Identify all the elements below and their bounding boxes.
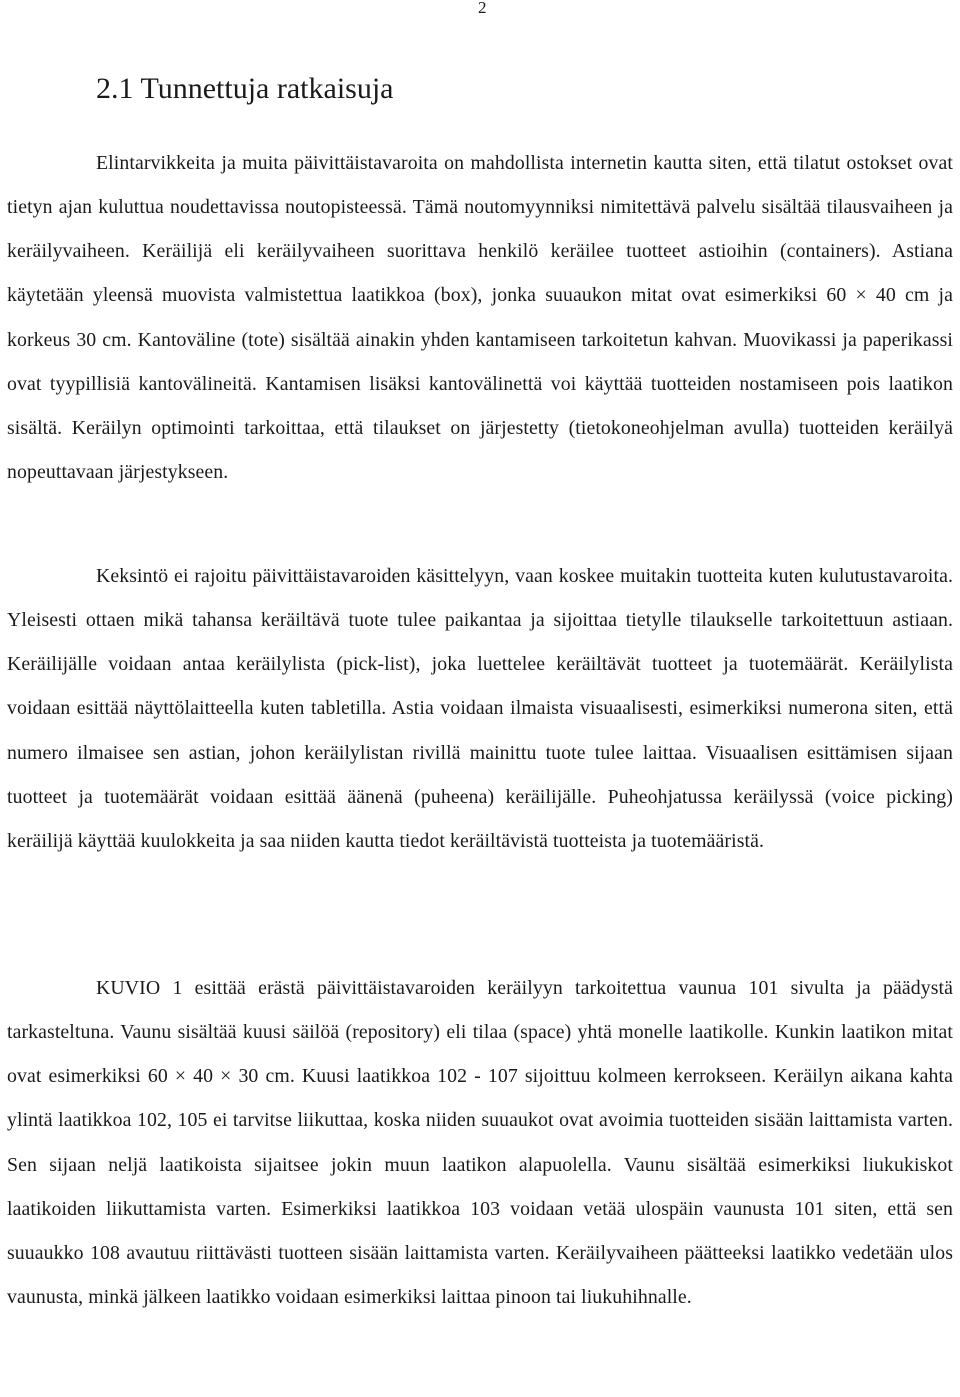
section-heading: 2.1 Tunnettuja ratkaisuja — [96, 72, 394, 105]
page-number: 2 — [478, 0, 487, 17]
body-paragraph-2: Keksintö ei rajoitu päivittäistavaroiden käsittelyyn, vaan koskee muitakin tuotteita kuten kulutustavaroita. Yleisesti ottaen mikä tahansa keräiltävä tuote tulee paikantaa ja sijoittaa tietylle tilaukselle tarkoitettuun astiaan. Keräilijälle voidaan antaa keräilylista (pick-list), joka luettelee keräiltävät tuotteet ja tuotemäärät. Keräilylista voidaan esittää näyttölaitteella kuten tabletilla. Astia voidaan ilmaista visuaalisesti, esimerkiksi numerona siten, että numero ilmaisee sen astian, johon keräilylistan rivillä mainittu tuote tulee laittaa. Visuaalisen esittämisen sijaan tuotteet ja tuotemäärät voidaan esittää äänenä (puheena) keräilijälle. Puheohjatussa keräilyssä (voice picking) keräilijä käyttää kuulokkeita ja saa niiden kautta tiedot keräiltävistä tuotteista ja tuotemääristä. — [7, 565, 953, 852]
body-paragraph-3: KUVIO 1 esittää erästä päivittäistavaroiden keräilyyn tarkoitettua vaunua 101 sivulta ja päädystä tarkasteltuna. Vaunu sisältää kuusi säilöä (repository) eli tilaa (space) yhtä monelle laatikolle. Kunkin laatikon mitat ovat esimerkiksi 60 × 40 × 30 cm. Kuusi laatikkoa 102 - 107 sijoittuu kolmeen kerrokseen. Keräilyn aikana kahta ylintä laatikkoa 102, 105 ei tarvitse liikuttaa, koska niiden suuaukot ovat avoimia tuotteiden sisään laittamista varten. Sen sijaan neljä laatikoista sijaitsee jokin muun laatikon alapuolella. Vaunu sisältää esimerkiksi liukukiskot laatikoiden liikuttamista varten. Esimerkiksi laatikkoa 103 voidaan vetää ulospäin vaunusta 101 siten, että sen suuaukko 108 avautuu riittävästi tuotteen sisään laittamista varten. Keräilyvaiheen päätteeksi laatikko vedetään ulos vaunusta, minkä jälkeen laatikko voidaan esimerkiksi laittaa pinoon tai liukuhihnalle. — [7, 977, 953, 1309]
body-paragraph-1: Elintarvikkeita ja muita päivittäistavaroita on mahdollista internetin kautta siten, että tilatut ostokset ovat tietyn ajan kuluttua noudettavissa noutopisteessä. Tämä noutomyynniksi nimitettävä palvelu sisältää tilausvaiheen ja keräilyvaiheen. Keräilijä eli keräilyvaiheen suorittava henkilö keräilee tuotteet astioihin (containers). Astiana käytetään yleensä muovista valmistettua laatikkoa (box), jonka suuaukon mitat ovat esimerkiksi 60 × 40 cm ja korkeus 30 cm. Kantoväline (tote) sisältää ainakin yhden kantamiseen tarkoitetun kahvan. Muovikassi ja paperikassi ovat tyypillisiä kantovälineitä. Kantamisen lisäksi kantovälinettä voi käyttää tuotteiden nostamiseen pois laatikon sisältä. Keräilyn optimointi tarkoittaa, että tilaukset on järjestetty (tietokoneohjelman avulla) tuotteiden keräilyä nopeuttavaan järjestykseen. — [7, 152, 953, 484]
